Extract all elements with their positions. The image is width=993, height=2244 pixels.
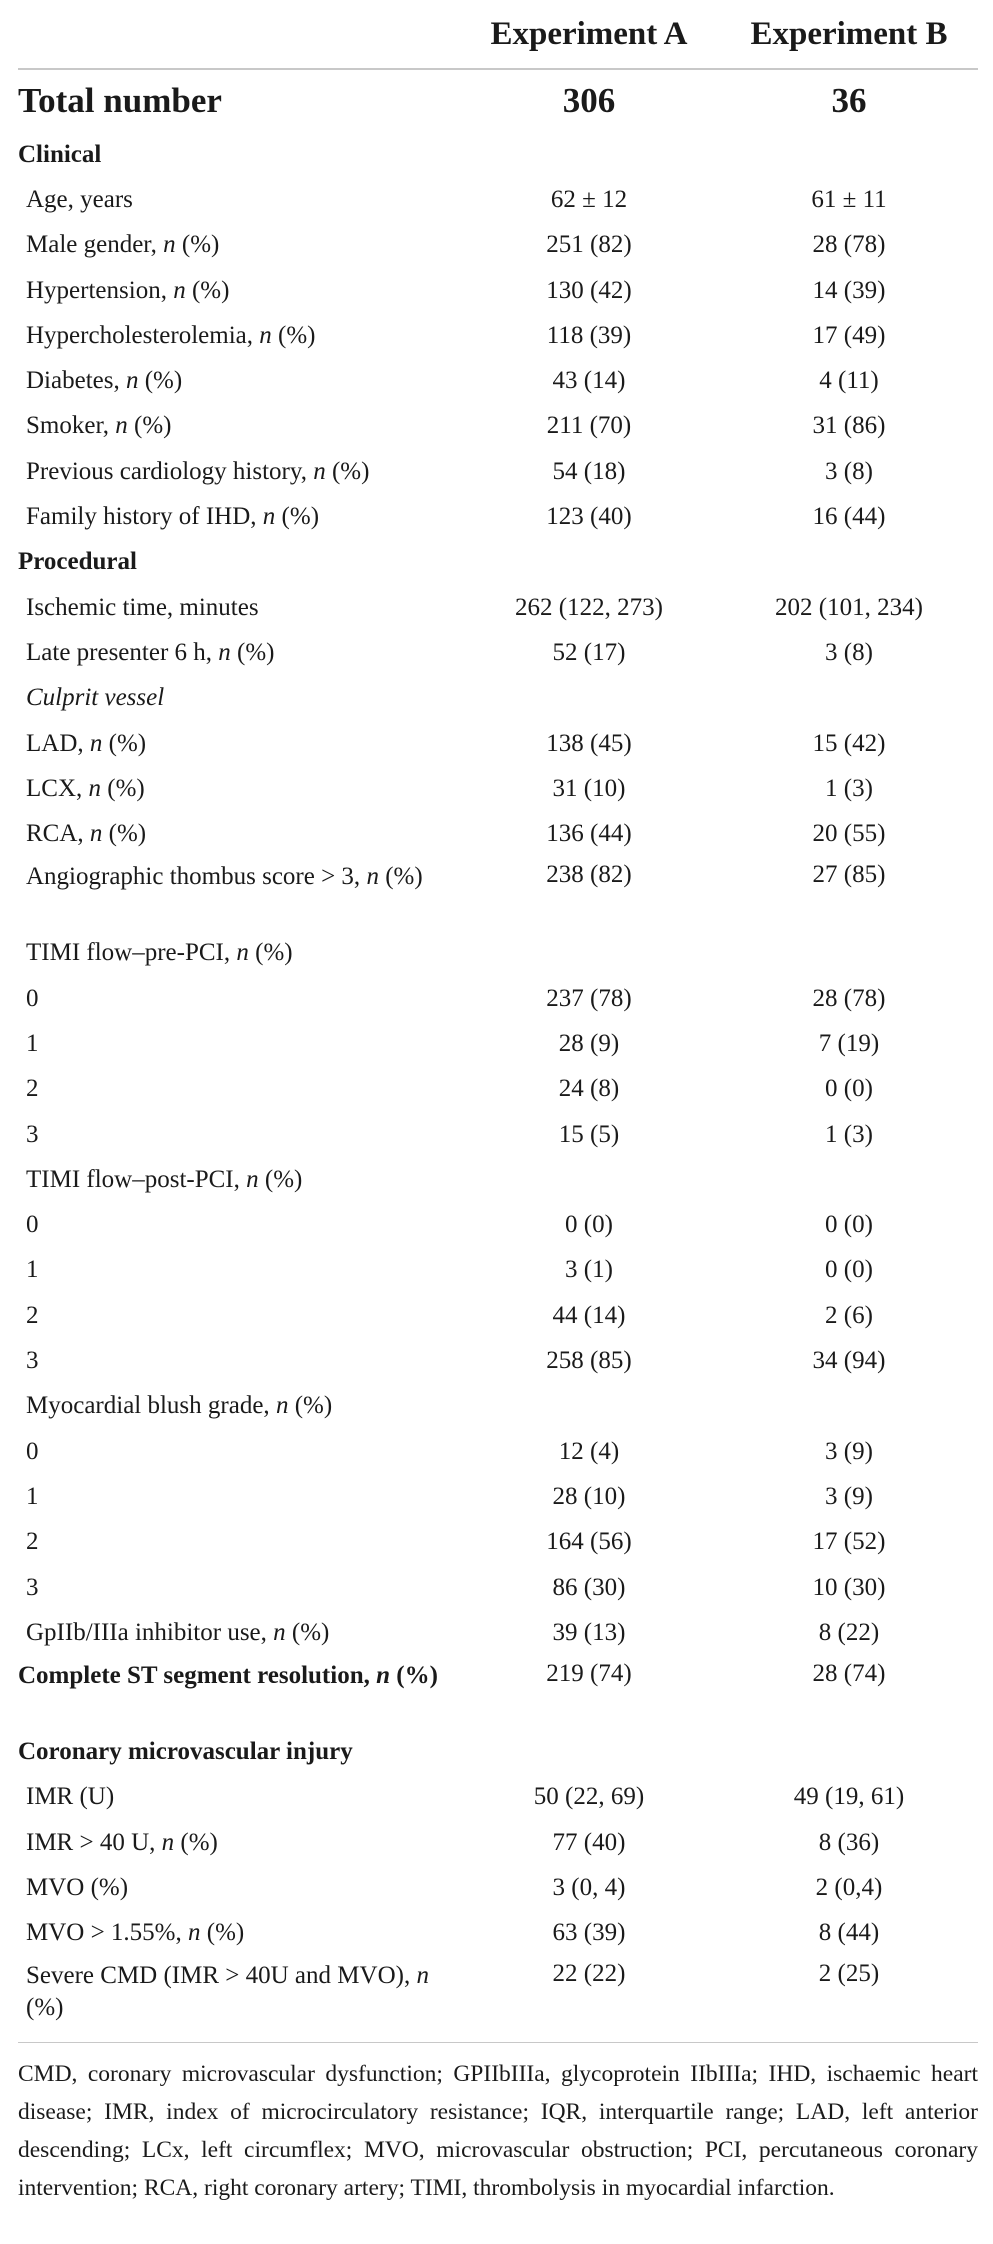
value-experiment-b: 61 ± 11 [811, 185, 887, 213]
value-experiment-b: 8 (44) [818, 1919, 880, 1947]
value-experiment-b: 3 (8) [825, 457, 873, 485]
value-experiment-a [458, 931, 720, 976]
table-row [18, 1820, 978, 1865]
value-experiment-a: 24 (8) [558, 1075, 620, 1103]
table-row [18, 1956, 978, 2043]
value-experiment-a: 86 (30) [552, 1573, 626, 1601]
value-experiment-a: 31 (10) [552, 774, 626, 802]
row-label: Age, years [26, 185, 133, 213]
value-experiment-a: 130 (42) [546, 276, 632, 304]
value-experiment-a: 62 ± 12 [550, 185, 628, 213]
table-row [18, 404, 978, 449]
value-experiment-b: 3 (9) [825, 1437, 873, 1465]
table-row [18, 1865, 978, 1910]
row-label: LAD, n (%) [26, 729, 147, 757]
value-experiment-b: 7 (19) [818, 1029, 880, 1057]
value-experiment-a: 12 (4) [558, 1437, 620, 1465]
table-row [18, 1021, 978, 1066]
table-row [18, 1203, 978, 1248]
row-label: 1 [26, 1256, 39, 1284]
subsection-heading: Culprit vessel [26, 684, 165, 712]
value-experiment-b: 49 (19, 61) [793, 1783, 905, 1811]
table-footnote: CMD, coronary microvascular dysfunction; GPIIbIIIa, glycoprotein IIbIIIa; IHD, ischaemic heart disease; IMR, index of microcirculatory resistance; IQR, interquartile range; LAD, left anterior descending; LCx, left circumflex; MVO, microvascular obstruction; PCI, percutaneous coronary intervention; RCA, right coronary artery; TIMI, thrombolysis in myocardial infarction. [18, 2060, 978, 2201]
value-experiment-a: 52 (17) [552, 638, 626, 666]
section-row [18, 540, 978, 585]
value-experiment-b: 14 (39) [812, 276, 886, 304]
value-experiment-a [458, 1157, 720, 1202]
row-label: Family history of IHD, n (%) [26, 503, 320, 531]
row-label: Angiographic thombus score > 3, n (%) [26, 862, 423, 890]
row-label: 2 [26, 1075, 39, 1103]
value-experiment-a: 63 (39) [552, 1919, 626, 1947]
value-experiment-a: 211 (70) [546, 412, 632, 440]
value-experiment-b [720, 1157, 978, 1202]
row-label: MVO > 1.55%, n (%) [26, 1919, 245, 1947]
row-label: 2 [26, 1528, 39, 1556]
value-experiment-a: 262 (122, 273) [515, 593, 663, 621]
table-row [18, 1112, 978, 1157]
row-label: GpIIb/IIIa inhibitor use, n (%) [26, 1618, 330, 1646]
row-label: Hypercholesterolemia, n (%) [26, 321, 316, 349]
table-row [18, 585, 978, 630]
value-experiment-b: 17 (52) [812, 1528, 886, 1556]
table-row [18, 1384, 978, 1429]
value-experiment-a: 3 (1) [565, 1256, 613, 1284]
value-experiment-b: 3 (8) [825, 638, 873, 666]
value-experiment-b: 34 (94) [812, 1347, 886, 1375]
value-experiment-b: 2 (25) [720, 1956, 978, 2043]
row-label: MVO (%) [26, 1874, 129, 1902]
value-experiment-b: 4 (11) [819, 367, 879, 395]
value-experiment-b: 1 (3) [825, 774, 873, 802]
total-experiment-a: 306 [562, 81, 616, 120]
value-experiment-b: 27 (85) [812, 860, 886, 888]
table-row [18, 449, 978, 494]
value-experiment-a: 77 (40) [552, 1828, 626, 1856]
row-label: TIMI flow–pre-PCI, n (%) [26, 939, 293, 967]
value-experiment-b: 20 (55) [812, 820, 886, 848]
value-experiment-b: 1 (3) [825, 1120, 873, 1148]
section-heading: Coronary microvascular injury [18, 1738, 353, 1766]
header-row [18, 0, 978, 69]
row-label: Male gender, n (%) [26, 231, 220, 259]
row-label: 2 [26, 1301, 39, 1329]
table-container [18, 0, 978, 2207]
value-experiment-a: 138 (45) [546, 729, 632, 757]
table-row [18, 177, 978, 222]
value-experiment-b: 10 (30) [812, 1573, 886, 1601]
value-experiment-a: 44 (14) [552, 1301, 626, 1329]
table-row [18, 857, 978, 931]
baseline-characteristics-table [18, 0, 978, 2043]
table-row [18, 976, 978, 1021]
value-experiment-b: 28 (78) [812, 231, 886, 259]
table-row [18, 1656, 978, 1730]
table-row [18, 494, 978, 539]
value-experiment-b: 2 (6) [825, 1301, 873, 1329]
value-experiment-a: 15 (5) [558, 1120, 620, 1148]
value-experiment-b: 202 (101, 234) [775, 593, 923, 621]
value-experiment-a: 0 (0) [565, 1211, 613, 1239]
value-experiment-b: 17 (49) [812, 321, 886, 349]
value-experiment-a: 238 (82) [546, 860, 632, 888]
value-experiment-a: 219 (74) [546, 1659, 632, 1687]
row-label: Severe CMD (IMR > 40U and MVO), n (%) [18, 1956, 458, 2043]
table-row [18, 1429, 978, 1474]
value-experiment-b: 0 (0) [825, 1256, 873, 1284]
table-row [18, 1157, 978, 1202]
total-row [18, 69, 978, 132]
row-label: LCX, n (%) [26, 774, 145, 802]
row-label: Diabetes, n (%) [26, 367, 183, 395]
value-experiment-a: 22 (22) [458, 1956, 720, 2043]
value-experiment-b: 31 (86) [812, 412, 886, 440]
header-experiment-a: Experiment A [458, 0, 720, 69]
value-experiment-b [720, 1384, 978, 1429]
row-label: TIMI flow–post-PCI, n (%) [26, 1165, 303, 1193]
table-row [18, 931, 978, 976]
value-experiment-b: 3 (9) [825, 1482, 873, 1510]
value-experiment-b: 2 (0,4) [815, 1874, 883, 1902]
section-heading: Clinical [18, 140, 102, 168]
row-label: Late presenter 6 h, n (%) [26, 638, 275, 666]
row-label: Complete ST segment resolution, n (%) [18, 1661, 438, 1689]
table-row [18, 1911, 978, 1956]
row-label: RCA, n (%) [26, 820, 147, 848]
table-row [18, 358, 978, 403]
value-experiment-a: 118 (39) [546, 321, 632, 349]
row-label: 3 [26, 1573, 39, 1601]
row-label: 3 [26, 1347, 39, 1375]
table-row [18, 223, 978, 268]
table-row [18, 1474, 978, 1519]
table-row [18, 1293, 978, 1338]
table-row [18, 1067, 978, 1112]
table-row [18, 1565, 978, 1610]
section-row [18, 1730, 978, 1775]
value-experiment-b: 28 (78) [812, 984, 886, 1012]
row-label: Ischemic time, minutes [26, 593, 259, 621]
row-label: IMR (U) [26, 1783, 115, 1811]
value-experiment-a: 164 (56) [546, 1528, 632, 1556]
value-experiment-a: 54 (18) [552, 457, 626, 485]
header-experiment-b: Experiment B [720, 0, 978, 69]
table-row [18, 1520, 978, 1565]
table-row [18, 1338, 978, 1383]
value-experiment-a [458, 1384, 720, 1429]
value-experiment-b [720, 931, 978, 976]
value-experiment-a: 258 (85) [546, 1347, 632, 1375]
total-experiment-b: 36 [831, 81, 867, 120]
row-label: 1 [26, 1482, 39, 1510]
row-label: Myocardial blush grade, n (%) [26, 1392, 333, 1420]
table-row [18, 1610, 978, 1655]
value-experiment-a: 50 (22, 69) [533, 1783, 645, 1811]
row-label: Smoker, n (%) [26, 412, 172, 440]
value-experiment-a: 43 (14) [552, 367, 626, 395]
value-experiment-b: 0 (0) [825, 1211, 873, 1239]
row-label: Previous cardiology history, n (%) [26, 457, 370, 485]
value-experiment-a: 28 (10) [552, 1482, 626, 1510]
row-label: 3 [26, 1120, 39, 1148]
value-experiment-a: 39 (13) [552, 1618, 626, 1646]
table-row [18, 811, 978, 856]
value-experiment-b: 28 (74) [812, 1659, 886, 1687]
section-heading: Procedural [18, 548, 137, 576]
row-label: IMR > 40 U, n (%) [26, 1828, 218, 1856]
value-experiment-a: 28 (9) [558, 1029, 620, 1057]
subsection-row [18, 676, 978, 721]
table-row [18, 1775, 978, 1820]
row-label: 0 [26, 1211, 39, 1239]
section-row [18, 132, 978, 177]
value-experiment-a: 251 (82) [546, 231, 632, 259]
value-experiment-b: 16 (44) [812, 503, 886, 531]
table-body [18, 69, 978, 2042]
header-label-column [18, 0, 458, 69]
value-experiment-a: 237 (78) [546, 984, 632, 1012]
value-experiment-a: 123 (40) [546, 503, 632, 531]
value-experiment-a: 3 (0, 4) [552, 1874, 626, 1902]
value-experiment-b: 0 (0) [825, 1075, 873, 1103]
row-label: Hypertension, n (%) [26, 276, 230, 304]
total-label: Total number [18, 81, 222, 120]
row-label: 0 [26, 984, 39, 1012]
value-experiment-b: 8 (36) [818, 1828, 880, 1856]
table-row [18, 766, 978, 811]
row-label: 1 [26, 1029, 39, 1057]
row-label: 0 [26, 1437, 39, 1465]
table-row [18, 268, 978, 313]
table-row [18, 630, 978, 675]
table-row [18, 721, 978, 766]
value-experiment-b: 15 (42) [812, 729, 886, 757]
value-experiment-b: 8 (22) [818, 1618, 880, 1646]
table-row [18, 313, 978, 358]
value-experiment-a: 136 (44) [546, 820, 632, 848]
table-row [18, 1248, 978, 1293]
